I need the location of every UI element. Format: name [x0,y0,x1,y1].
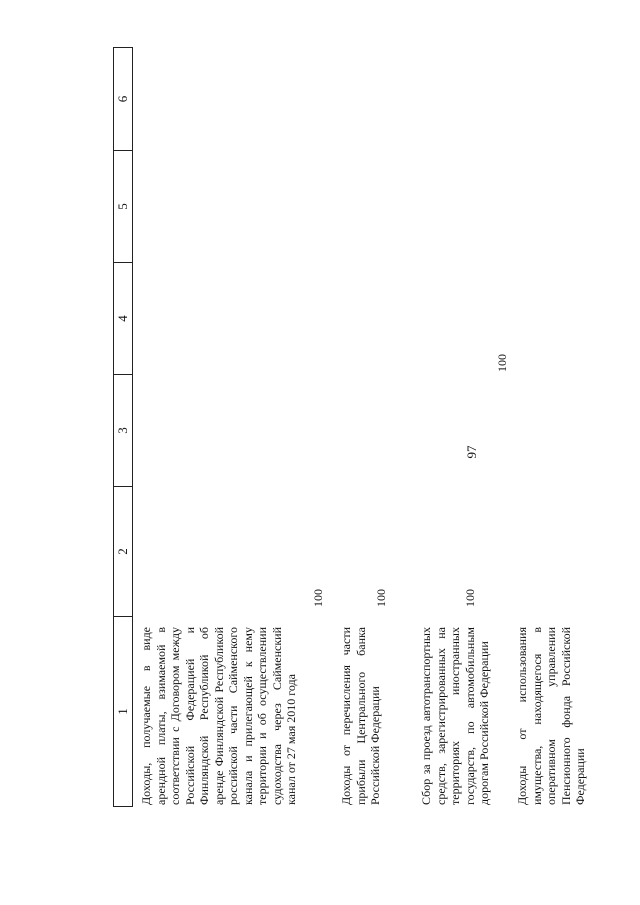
row-value: 100 [495,354,509,372]
row-description: Доходы, получаемые в виде арендной платы, взимаемой в соответствии с Договором между Российской Федерацией и Финляндской Республикой об аренде Финляндской Республикой российской части Сайменского канала и прилегающей к нему территории и об осуществлении судоходства через Сайменский канал от 27 мая 2010 года [139,627,298,805]
header-col-3: 3 [114,375,133,487]
header-col-6: 6 [114,47,133,151]
header-col-2: 2 [114,487,133,617]
header-col-5: 5 [114,151,133,263]
row-value: 100 [463,589,477,607]
table-row [495,47,611,807]
row-value: 100 [311,589,325,607]
table-row [339,47,409,807]
table-row [139,47,329,807]
page-number: 97 [464,445,479,459]
header-col-4: 4 [114,263,133,375]
header-col-1: 1 [114,617,133,807]
table-row [419,47,509,807]
row-value: 100 [374,589,388,607]
table-header [113,47,133,807]
row-description: Доходы от использования имущества, находящегося в оперативном управлении Пенсионного фонда Российской Федерации [515,627,587,805]
row-description: Сбор за проезд автотранспортных средств, зарегистрированных на территориях иностранных государств, по автомобильным дорогам Российской Федерации [419,627,491,805]
rotated-table [113,47,640,807]
row-description: Доходы от перечисления части прибыли Центрального банка Российской Федерации [339,627,382,805]
